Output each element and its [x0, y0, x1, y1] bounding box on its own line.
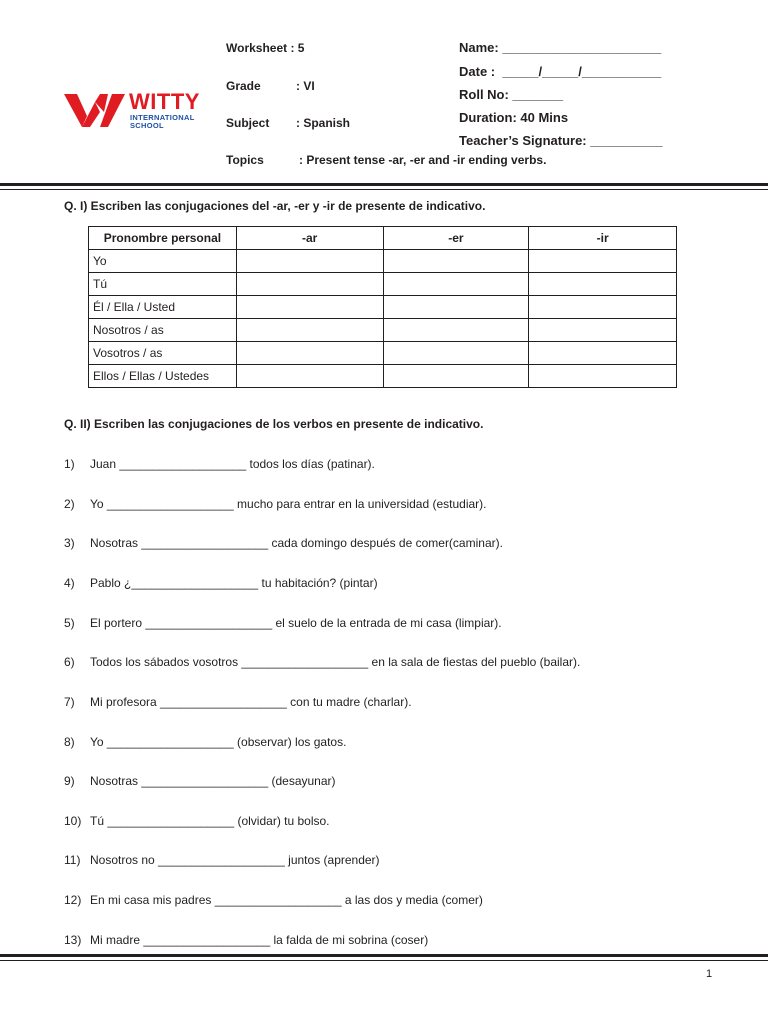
answer-cell-ar[interactable] — [236, 365, 383, 388]
worksheet-number: Worksheet : 5 — [226, 41, 305, 55]
teacher-signature-field[interactable]: Teacher’s Signature: __________ — [459, 133, 663, 148]
answer-cell-ir[interactable] — [529, 365, 677, 388]
list-item[interactable] — [64, 853, 380, 867]
logo-wordmark: WITTY — [129, 89, 200, 114]
page-number: 1 — [706, 968, 713, 980]
list-item[interactable] — [64, 893, 483, 907]
answer-cell-ar[interactable] — [236, 273, 383, 296]
table-row — [89, 273, 677, 296]
item-text: Yo ___________________ mucho para entrar en la universidad (estudiar). — [90, 497, 487, 511]
item-text: Nosotras ___________________ (desayunar) — [90, 774, 336, 788]
name-field[interactable]: Name: ______________________ — [459, 40, 662, 55]
answer-cell-ir[interactable] — [529, 296, 677, 319]
list-item[interactable] — [64, 814, 330, 828]
item-number: 7) — [64, 695, 75, 709]
item-text: Mi madre ___________________ la falda de mi sobrina (coser) — [90, 933, 429, 947]
item-text: Juan ___________________ todos los días (patinar). — [90, 457, 375, 471]
answer-cell-ar[interactable] — [236, 342, 383, 365]
subject-label: Subject — [226, 116, 270, 130]
grade-label: Grade — [226, 79, 261, 93]
table-header-row — [89, 227, 677, 250]
item-number: 4) — [64, 576, 75, 590]
roll-number-field[interactable]: Roll No: _______ — [459, 87, 564, 102]
grade-value: : VI — [296, 79, 315, 93]
pronoun-cell: Tú — [89, 273, 237, 296]
item-number: 3) — [64, 536, 75, 550]
list-item[interactable] — [64, 536, 503, 550]
table-row — [89, 319, 677, 342]
list-item[interactable] — [64, 457, 375, 471]
answer-cell-er[interactable] — [383, 273, 529, 296]
column-header-er: -er — [383, 227, 529, 250]
list-item[interactable] — [64, 695, 412, 709]
logo-subtitle-line2: SCHOOL — [130, 121, 164, 130]
item-number: 13) — [64, 933, 82, 947]
item-text: Mi profesora ___________________ con tu madre (charlar). — [90, 695, 412, 709]
answer-cell-er[interactable] — [383, 250, 529, 273]
answer-cell-ir[interactable] — [529, 273, 677, 296]
logo-subtitle-line1: INTERNATIONAL — [130, 113, 195, 122]
item-number: 2) — [64, 497, 75, 511]
header-divider-thick — [0, 183, 768, 186]
column-header-ir: -ir — [529, 227, 677, 250]
list-item[interactable] — [64, 616, 502, 630]
pronoun-cell: Yo — [89, 250, 237, 273]
item-text: Nosotras ___________________ cada domingo después de comer(caminar). — [90, 536, 503, 550]
answer-cell-er[interactable] — [383, 319, 529, 342]
item-number: 12) — [64, 893, 82, 907]
header-divider-thin — [0, 189, 768, 190]
topics-label: Topics — [226, 153, 264, 167]
table-row — [89, 296, 677, 319]
conjugation-table — [88, 226, 677, 388]
subject-value: : Spanish — [296, 116, 351, 130]
column-header-ar: -ar — [236, 227, 383, 250]
pronoun-cell: Ellos / Ellas / Ustedes — [89, 365, 237, 388]
answer-cell-ar[interactable] — [236, 296, 383, 319]
item-text: Todos los sábados vosotros ___________________ en la sala de fiestas del pueblo (bailar). — [90, 655, 581, 669]
item-text: Tú ___________________ (olvidar) tu bolso. — [90, 814, 330, 828]
list-item[interactable] — [64, 655, 580, 669]
school-logo — [64, 89, 214, 130]
answer-cell-ar[interactable] — [236, 250, 383, 273]
list-item[interactable] — [64, 933, 428, 947]
item-text: Nosotros no ___________________ juntos (aprender) — [90, 853, 380, 867]
topics-value: : Present tense -ar, -er and -ir ending verbs. — [299, 153, 547, 167]
list-item[interactable] — [64, 774, 336, 788]
item-number: 8) — [64, 735, 75, 749]
duration: Duration: 40 Mins — [459, 110, 569, 125]
w-logo-icon — [64, 94, 126, 128]
answer-cell-ir[interactable] — [529, 342, 677, 365]
table-row — [89, 365, 677, 388]
question-2-title: Q. II) Escriben las conjugaciones de los verbos en presente de indicativo. — [64, 417, 484, 431]
pronoun-cell: Vosotros / as — [89, 342, 237, 365]
answer-cell-er[interactable] — [383, 296, 529, 319]
pronoun-cell: Él / Ella / Usted — [89, 296, 237, 319]
list-item[interactable] — [64, 497, 487, 511]
date-field[interactable]: Date : _____/_____/___________ — [459, 64, 662, 79]
answer-cell-ir[interactable] — [529, 250, 677, 273]
item-number: 6) — [64, 655, 75, 669]
list-item[interactable] — [64, 735, 346, 749]
pronoun-cell: Nosotros / as — [89, 319, 237, 342]
table-row — [89, 342, 677, 365]
item-text: El portero ___________________ el suelo de la entrada de mi casa (limpiar). — [90, 616, 502, 630]
answer-cell-er[interactable] — [383, 365, 529, 388]
answer-cell-ir[interactable] — [529, 319, 677, 342]
answer-cell-er[interactable] — [383, 342, 529, 365]
column-header-pronoun: Pronombre personal — [89, 227, 237, 250]
item-number: 5) — [64, 616, 75, 630]
item-text: Yo ___________________ (observar) los gatos. — [90, 735, 347, 749]
footer-divider-thin — [0, 960, 768, 961]
item-number: 10) — [64, 814, 82, 828]
answer-cell-ar[interactable] — [236, 319, 383, 342]
item-number: 9) — [64, 774, 75, 788]
list-item[interactable] — [64, 576, 378, 590]
item-text: En mi casa mis padres ___________________ a las dos y media (comer) — [90, 893, 483, 907]
item-number: 11) — [64, 853, 81, 867]
question-1-title: Q. I) Escriben las conjugaciones del -ar, -er y -ir de presente de indicativo. — [64, 199, 486, 213]
table-row — [89, 250, 677, 273]
item-number: 1) — [64, 457, 75, 471]
item-text: Pablo ¿___________________ tu habitación? (pintar) — [90, 576, 378, 590]
footer-divider-thick — [0, 954, 768, 957]
